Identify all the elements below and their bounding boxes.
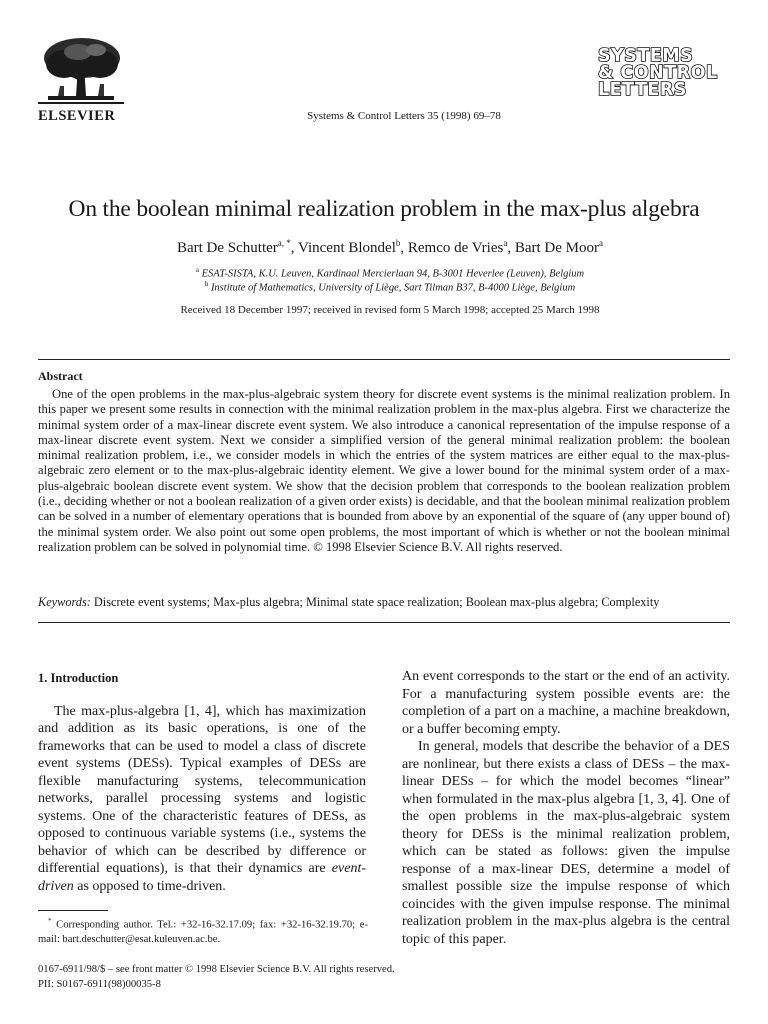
left-column (38, 670, 366, 895)
paragraph: In general, models that describe the behavior of a DES are nonlinear, but there exists a class of DESs – the max-linear DESs – for which the model becomes “linear” when formulated in the max-plus algebra [1, 3, 4]. One of the open problems in the max-plus-algebraic system theory for DESs is the minimal realization problem, which can be stated as follows: given the impulse response of a max-linear DES, determine a model of smallest possible size the impulse response of which coincides with the given impulse response. The minimal realization problem in the max-plus algebra is the central topic of this paper. (402, 739, 730, 947)
paragraph-text: The max-plus-algebra [1, 4], which has maximization and addition as its basic operations, is one of the frameworks that can be used to model a class of discrete event systems (DESs). Typical examples of DESs are flexible manufacturing systems, telecommunication networks, parallel processing systems and logistic systems. One of the characteristic features of DESs, as opposed to continuous variable systems (i.e., systems the behavior of which can be described by difference or differential equations), is that their dynamics are (38, 703, 366, 876)
affiliation-text: Institute of Mathematics, University of Liège, Sart Tilman B37, B-4000 Liège, Belgium (210, 282, 576, 294)
author-name: Bart De Moor (514, 240, 599, 256)
author-affiliation-mark: b (395, 238, 401, 248)
paragraph-emphasis: event-driven (38, 861, 366, 894)
paragraph-text: as opposed to time-driven. (73, 878, 226, 894)
author-affiliation-mark: a (599, 238, 603, 248)
author-name: Remco de Vries (407, 240, 504, 256)
abstract-bottom-rule (38, 622, 730, 623)
keywords-label: Keywords: (38, 595, 91, 609)
affiliation-text: ESAT-SISTA, K.U. Leuven, Kardinaal Mercierlaan 94, B-3001 Heverlee (Leuven), Belgium (201, 268, 585, 280)
abstract-top-rule (38, 359, 730, 360)
author-name: Bart De Schutter (176, 240, 278, 256)
author-separator: , (290, 240, 299, 256)
footnote-mark: * (48, 917, 52, 925)
footnote (38, 914, 368, 947)
journal-logo-line: & CONTROL (598, 63, 718, 83)
journal-logo (598, 48, 738, 99)
affiliation (0, 266, 768, 280)
author-separator: , (507, 240, 515, 256)
author-affiliation-mark: a (503, 238, 508, 248)
journal-logo-line: LETTERS (598, 80, 687, 100)
author-name: Vincent Blondel (298, 240, 396, 256)
footnote-text: Corresponding author. Tel.: +32-16-32.17.09; fax: +32-16-32.19.70; e-mail: bart.deschutter@esat.kuleuven.ac.be. (38, 919, 368, 945)
author-affiliation-mark: a, * (277, 238, 291, 248)
right-column (402, 668, 730, 948)
copyright-block (38, 963, 395, 992)
received-dates: Received 18 December 1997; received in revised form 5 March 1998; accepted 25 March 1998 (180, 304, 600, 316)
journal-citation: Systems & Control Letters 35 (1998) 69–78 (307, 110, 501, 122)
section-heading: 1. Introduction (38, 671, 119, 685)
pii-line: PII: S0167-6911(98)00035-8 (38, 978, 161, 990)
elsevier-tree-logo (38, 36, 124, 108)
paragraph: An event corresponds to the start or the end of an activity. For a manufacturing system possible events are: the completion of a part on a machine, a machine breakdown, or a buffer becoming empty. (402, 669, 730, 737)
keywords-line (38, 595, 738, 610)
journal-logo-line: SYSTEMS (598, 46, 694, 66)
paragraph (38, 703, 366, 896)
footnote-rule (38, 910, 108, 911)
author-list (0, 238, 768, 257)
affiliation-mark: a (195, 266, 199, 274)
copyright-line: 0167-6911/98/$ – see front matter © 1998 Elsevier Science B.V. All rights reserved. (38, 964, 395, 975)
author-separator: , (400, 240, 408, 256)
affiliation (0, 280, 768, 294)
abstract-body: One of the open problems in the max-plus-algebraic system theory for discrete event systems is the minimal realization problem. In this paper we present some results in connection with the minimal realization problem in the max-plus algebra. First we characterize the minimal system order of a max-linear discrete event system. We also introduce a canonical representation of the impulse response of a max-linear discrete event system. Next we consider a simplified version of the general minimal realization problem: the boolean minimal realization problem, i.e., we consider models in which the entries of the system matrices are either equal to the max-plus-algebraic zero element or to the max-plus-algebraic identity element. We give a lower bound for the minimal system order of a max-plus-algebraic boolean discrete event system. We show that the decision problem that corresponds to the boolean realization problem (i.e., deciding whether or not a boolean realization of a given order exists) is decidable, and that the boolean minimal realization problem can be solved in a number of elementary operations that is bounded from above by an exponential of the square of (any upper bound of) the minimal system order. We also point out some open problems, the most important of which is whether or not the boolean minimal realization problem can be solved in polynomial time. © 1998 Elsevier Science B.V. All rights reserved. (38, 387, 730, 554)
article-title: On the boolean minimal realization problem in the max-plus algebra (68, 196, 700, 222)
affiliation-mark: b (204, 280, 209, 288)
keywords-text: Discrete event systems; Max-plus algebra; Minimal state space realization; Boolean max-plus algebra; Complexity (93, 595, 660, 609)
publisher-name: ELSEVIER (38, 108, 116, 124)
abstract-heading: Abstract (38, 369, 83, 383)
